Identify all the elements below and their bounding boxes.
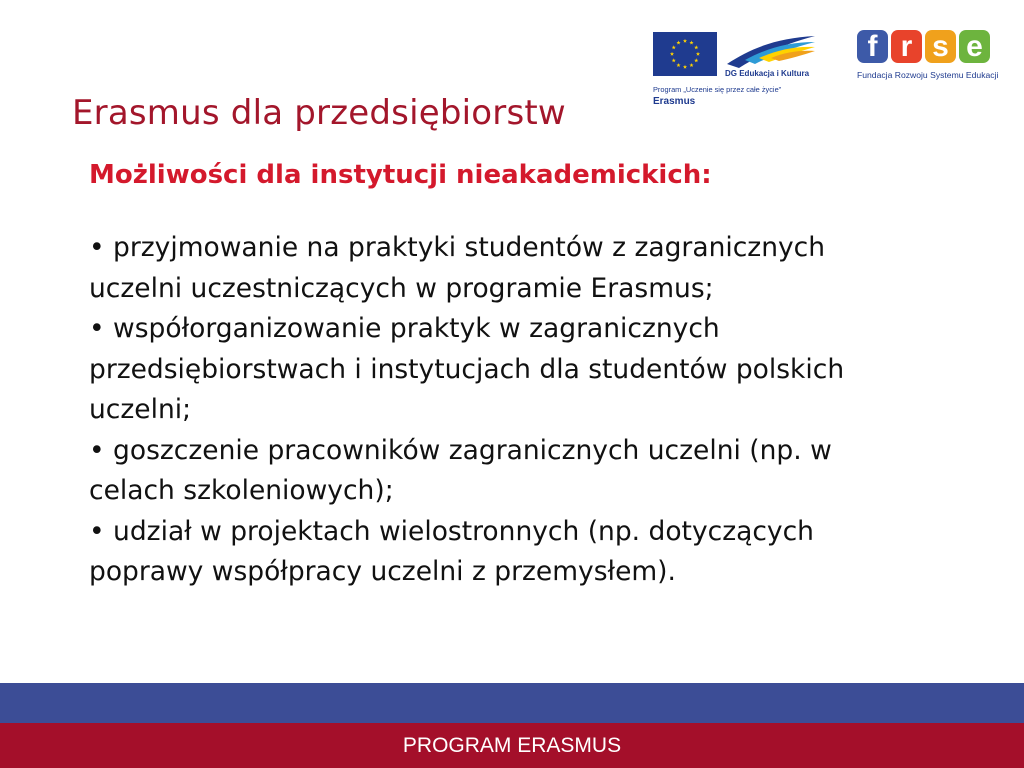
frse-letters — [857, 30, 990, 66]
frse-letter-e: e — [959, 30, 990, 63]
bullet-item: • przyjmowanie na praktyki studentów z zagranicznych uczelni uczestniczących w programie Erasmus; — [89, 232, 826, 304]
footer-red-band — [0, 723, 1024, 768]
bullet-item: • współorganizowanie praktyk w zagranicznych przedsiębiorstwach i instytucjach dla studentów polskich uczelni; — [89, 313, 845, 425]
frse-tagline: Fundacja Rozwoju Systemu Edukacji — [857, 70, 999, 80]
bullet-item: • goszczenie pracowników zagranicznych uczelni (np. w celach szkoleniowych); — [89, 434, 832, 506]
frse-letter-f: f — [857, 30, 888, 63]
frse-letter-r: r — [891, 30, 922, 63]
lifelong-learning-swoosh-icon — [725, 30, 817, 70]
slide-title: Erasmus dla przedsiębiorstw — [72, 92, 566, 133]
frse-logo — [857, 30, 997, 85]
eu-erasmus-text: Erasmus — [653, 96, 696, 107]
eu-dg-text: DG Edukacja i Kultura — [725, 69, 810, 78]
eu-flag-icon — [653, 32, 717, 76]
bullet-item: • udział w projektach wielostronnych (np. dotyczących poprawy współpracy uczelni z przemysłem). — [89, 515, 814, 587]
slide-content — [89, 160, 909, 593]
subheading: Możliwości dla instytucji nieakademickich: — [89, 160, 712, 190]
footer-blue-band — [0, 683, 1024, 723]
bullet-list — [89, 228, 909, 593]
footer-label: PROGRAM ERASMUS — [402, 733, 622, 757]
frse-letter-s: s — [925, 30, 956, 63]
eu-program-text: Program „Uczenie się przez całe życie” — [653, 85, 782, 94]
eu-logo — [653, 30, 828, 110]
